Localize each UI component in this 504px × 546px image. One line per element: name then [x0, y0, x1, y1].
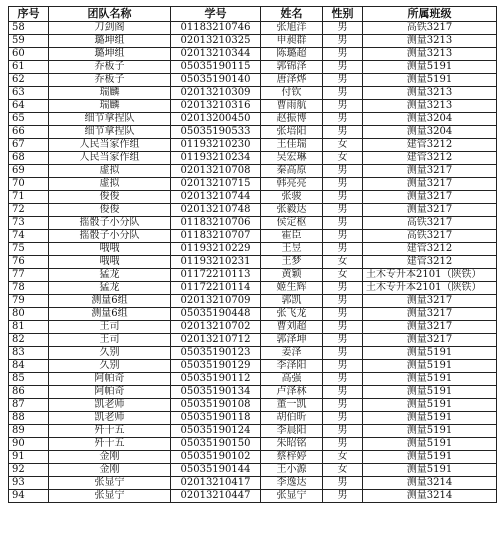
cell-gender: 女 — [323, 269, 363, 282]
table-row — [9, 256, 497, 269]
cell-team-name: 摇骰子小分队 — [49, 217, 171, 230]
cell-student-id: 01193210234 — [171, 152, 261, 165]
table-row — [9, 360, 497, 373]
cell-gender: 女 — [323, 464, 363, 477]
cell-student-id: 02013210702 — [171, 321, 261, 334]
cell-student-id: 01172210114 — [171, 282, 261, 295]
cell-class: 测量3217 — [363, 178, 497, 191]
cell-name: 霍臣 — [261, 230, 323, 243]
cell-gender: 男 — [323, 35, 363, 48]
cell-student-id: 01193210231 — [171, 256, 261, 269]
cell-name: 黄颖 — [261, 269, 323, 282]
cell-index: 58 — [9, 22, 49, 35]
cell-name: 郭凯 — [261, 295, 323, 308]
cell-gender: 男 — [323, 243, 363, 256]
cell-student-id: 02013210316 — [171, 100, 261, 113]
table-row — [9, 191, 497, 204]
table-row — [9, 321, 497, 334]
cell-gender: 男 — [323, 399, 363, 412]
cell-name: 韩亮亮 — [261, 178, 323, 191]
cell-name: 朱昭铭 — [261, 438, 323, 451]
cell-class: 测量3213 — [363, 35, 497, 48]
cell-index: 81 — [9, 321, 49, 334]
cell-index: 90 — [9, 438, 49, 451]
table-row — [9, 477, 497, 490]
cell-name: 侯定枢 — [261, 217, 323, 230]
cell-class: 土木专升本2101（陕铁） — [363, 282, 497, 295]
cell-team-name: 人民当家作组 — [49, 139, 171, 152]
cell-student-id: 02013210325 — [171, 35, 261, 48]
cell-team-name: 歼十五 — [49, 438, 171, 451]
cell-student-id: 05035190150 — [171, 438, 261, 451]
cell-team-name: 金刚 — [49, 464, 171, 477]
cell-name: 王梦 — [261, 256, 323, 269]
cell-index: 79 — [9, 295, 49, 308]
cell-team-name: 王司 — [49, 334, 171, 347]
table-row — [9, 438, 497, 451]
cell-index: 93 — [9, 477, 49, 490]
cell-team-name: 人民当家作组 — [49, 152, 171, 165]
cell-class: 测量5191 — [363, 412, 497, 425]
table-row — [9, 126, 497, 139]
cell-team-name: 久别 — [49, 360, 171, 373]
cell-student-id: 02013210712 — [171, 334, 261, 347]
cell-student-id: 05035190124 — [171, 425, 261, 438]
cell-index: 62 — [9, 74, 49, 87]
cell-student-id: 05035190144 — [171, 464, 261, 477]
cell-gender: 男 — [323, 22, 363, 35]
cell-name: 张毅达 — [261, 204, 323, 217]
cell-name: 董一凯 — [261, 399, 323, 412]
cell-class: 测量5191 — [363, 74, 497, 87]
cell-name: 曹刘超 — [261, 321, 323, 334]
cell-index: 84 — [9, 360, 49, 373]
cell-name: 王小源 — [261, 464, 323, 477]
cell-student-id: 01193210229 — [171, 243, 261, 256]
cell-index: 75 — [9, 243, 49, 256]
table-row — [9, 490, 497, 503]
cell-class: 测量3204 — [363, 126, 497, 139]
cell-name: 蔡梓婷 — [261, 451, 323, 464]
cell-student-id: 02013210715 — [171, 178, 261, 191]
cell-team-name: 金刚 — [49, 451, 171, 464]
cell-gender: 男 — [323, 191, 363, 204]
cell-class: 测量3213 — [363, 100, 497, 113]
cell-index: 88 — [9, 412, 49, 425]
cell-student-id: 02013210709 — [171, 295, 261, 308]
table-row — [9, 35, 497, 48]
cell-student-id: 05035190123 — [171, 347, 261, 360]
cell-name: 姬生辉 — [261, 282, 323, 295]
header-class: 所属班级 — [363, 7, 497, 22]
cell-index: 85 — [9, 373, 49, 386]
cell-index: 68 — [9, 152, 49, 165]
table-row — [9, 308, 497, 321]
cell-index: 69 — [9, 165, 49, 178]
table-row — [9, 425, 497, 438]
cell-gender: 男 — [323, 373, 363, 386]
cell-index: 73 — [9, 217, 49, 230]
cell-team-name: 细节拿捏队 — [49, 126, 171, 139]
cell-index: 82 — [9, 334, 49, 347]
cell-student-id: 02013210447 — [171, 490, 261, 503]
cell-class: 测量3213 — [363, 87, 497, 100]
table-row — [9, 464, 497, 477]
cell-class: 测量5191 — [363, 451, 497, 464]
cell-gender: 女 — [323, 451, 363, 464]
cell-gender: 男 — [323, 204, 363, 217]
cell-gender: 男 — [323, 126, 363, 139]
header-name: 姓名 — [261, 7, 323, 22]
team-roster-table — [8, 6, 497, 503]
cell-team-name: 凯老师 — [49, 412, 171, 425]
cell-gender: 男 — [323, 295, 363, 308]
cell-gender: 男 — [323, 308, 363, 321]
cell-student-id: 02013210309 — [171, 87, 261, 100]
table-row — [9, 113, 497, 126]
cell-student-id: 05035190533 — [171, 126, 261, 139]
table-row — [9, 165, 497, 178]
cell-name: 陈璐超 — [261, 48, 323, 61]
cell-team-name: 阿帕奇 — [49, 373, 171, 386]
cell-class: 测量3217 — [363, 191, 497, 204]
cell-index: 64 — [9, 100, 49, 113]
table-row — [9, 100, 497, 113]
cell-team-name: 测量6组 — [49, 295, 171, 308]
cell-class: 建管3212 — [363, 256, 497, 269]
cell-team-name: 久别 — [49, 347, 171, 360]
cell-team-name: 俊俊 — [49, 191, 171, 204]
cell-team-name: 俊俊 — [49, 204, 171, 217]
table-row — [9, 178, 497, 191]
cell-index: 77 — [9, 269, 49, 282]
cell-student-id: 02013210744 — [171, 191, 261, 204]
cell-gender: 男 — [323, 321, 363, 334]
cell-class: 高铁3217 — [363, 22, 497, 35]
cell-index: 78 — [9, 282, 49, 295]
cell-name: 张飞龙 — [261, 308, 323, 321]
cell-index: 66 — [9, 126, 49, 139]
cell-gender: 女 — [323, 139, 363, 152]
table-row — [9, 74, 497, 87]
cell-name: 郭泽坤 — [261, 334, 323, 347]
table-row — [9, 87, 497, 100]
cell-team-name: 猛龙 — [49, 269, 171, 282]
cell-student-id: 05035190118 — [171, 412, 261, 425]
cell-index: 72 — [9, 204, 49, 217]
cell-student-id: 02013210708 — [171, 165, 261, 178]
cell-name: 吴宏琳 — [261, 152, 323, 165]
table-row — [9, 61, 497, 74]
cell-class: 测量3217 — [363, 165, 497, 178]
cell-gender: 女 — [323, 256, 363, 269]
table-row — [9, 282, 497, 295]
cell-gender: 男 — [323, 217, 363, 230]
cell-team-name: 张显宁 — [49, 477, 171, 490]
table-row — [9, 230, 497, 243]
cell-name: 付钦 — [261, 87, 323, 100]
table-row — [9, 373, 497, 386]
cell-name: 秦高原 — [261, 165, 323, 178]
cell-student-id: 05035190102 — [171, 451, 261, 464]
cell-index: 59 — [9, 35, 49, 48]
cell-class: 测量3213 — [363, 48, 497, 61]
cell-class: 测量5191 — [363, 399, 497, 412]
cell-gender: 男 — [323, 360, 363, 373]
cell-name: 姜泽 — [261, 347, 323, 360]
cell-index: 94 — [9, 490, 49, 503]
cell-student-id: 05035190108 — [171, 399, 261, 412]
table-row — [9, 217, 497, 230]
table-row — [9, 269, 497, 282]
cell-student-id: 01193210230 — [171, 139, 261, 152]
cell-student-id: 01183210707 — [171, 230, 261, 243]
cell-team-name: 璐坤组 — [49, 48, 171, 61]
cell-student-id: 05035190129 — [171, 360, 261, 373]
cell-class: 测量3217 — [363, 204, 497, 217]
cell-class: 测量5191 — [363, 347, 497, 360]
cell-name: 唐泽烨 — [261, 74, 323, 87]
cell-class: 测量3217 — [363, 321, 497, 334]
cell-student-id: 02013210748 — [171, 204, 261, 217]
cell-class: 建管3212 — [363, 139, 497, 152]
cell-name: 李逸达 — [261, 477, 323, 490]
cell-team-name: 乔板子 — [49, 74, 171, 87]
cell-class: 高铁3217 — [363, 217, 497, 230]
cell-team-name: 哦哦 — [49, 243, 171, 256]
cell-class: 测量5191 — [363, 438, 497, 451]
cell-name: 张培阳 — [261, 126, 323, 139]
cell-gender: 男 — [323, 230, 363, 243]
cell-gender: 男 — [323, 490, 363, 503]
cell-team-name: 虚拟 — [49, 165, 171, 178]
cell-gender: 男 — [323, 438, 363, 451]
cell-team-name: 凯老师 — [49, 399, 171, 412]
cell-student-id: 05035190134 — [171, 386, 261, 399]
cell-gender: 男 — [323, 334, 363, 347]
cell-student-id: 01183210746 — [171, 22, 261, 35]
cell-name: 赵振博 — [261, 113, 323, 126]
cell-class: 测量3214 — [363, 477, 497, 490]
table-row — [9, 347, 497, 360]
table-row — [9, 22, 497, 35]
cell-name: 胡伯昕 — [261, 412, 323, 425]
cell-index: 89 — [9, 425, 49, 438]
cell-student-id: 05035190115 — [171, 61, 261, 74]
cell-index: 87 — [9, 399, 49, 412]
cell-index: 67 — [9, 139, 49, 152]
cell-student-id: 01183210706 — [171, 217, 261, 230]
cell-gender: 男 — [323, 386, 363, 399]
table-row — [9, 412, 497, 425]
cell-student-id: 05035190140 — [171, 74, 261, 87]
cell-name: 郭锦泽 — [261, 61, 323, 74]
cell-team-name: 测量6组 — [49, 308, 171, 321]
cell-student-id: 05035190448 — [171, 308, 261, 321]
cell-name: 曹雨航 — [261, 100, 323, 113]
cell-team-name: 王司 — [49, 321, 171, 334]
cell-name: 李泽阳 — [261, 360, 323, 373]
cell-class: 测量3217 — [363, 334, 497, 347]
cell-gender: 男 — [323, 282, 363, 295]
cell-team-name: 哦哦 — [49, 256, 171, 269]
table-row — [9, 295, 497, 308]
table-row — [9, 334, 497, 347]
cell-class: 测量3217 — [363, 308, 497, 321]
cell-class: 测量5191 — [363, 425, 497, 438]
cell-class: 测量3204 — [363, 113, 497, 126]
cell-name: 申昶群 — [261, 35, 323, 48]
cell-class: 建管3212 — [363, 152, 497, 165]
cell-name: 王昱 — [261, 243, 323, 256]
cell-class: 建管3212 — [363, 243, 497, 256]
cell-gender: 女 — [323, 152, 363, 165]
cell-index: 70 — [9, 178, 49, 191]
cell-gender: 男 — [323, 165, 363, 178]
table-row — [9, 399, 497, 412]
cell-index: 63 — [9, 87, 49, 100]
cell-team-name: 瑞麟 — [49, 87, 171, 100]
cell-student-id: 01172210113 — [171, 269, 261, 282]
cell-class: 高铁3217 — [363, 230, 497, 243]
header-student-id: 学号 — [171, 7, 261, 22]
cell-index: 65 — [9, 113, 49, 126]
table-row — [9, 48, 497, 61]
table-row — [9, 451, 497, 464]
cell-team-name: 张显宁 — [49, 490, 171, 503]
cell-index: 74 — [9, 230, 49, 243]
table-row — [9, 139, 497, 152]
cell-class: 测量5191 — [363, 464, 497, 477]
cell-class: 测量5191 — [363, 386, 497, 399]
cell-name: 王佳瑞 — [261, 139, 323, 152]
cell-name: 李晨阳 — [261, 425, 323, 438]
cell-gender: 男 — [323, 61, 363, 74]
header-team-name: 团队名称 — [49, 7, 171, 22]
cell-gender: 男 — [323, 74, 363, 87]
cell-index: 83 — [9, 347, 49, 360]
cell-gender: 男 — [323, 100, 363, 113]
cell-index: 76 — [9, 256, 49, 269]
cell-team-name: 刀剑阁 — [49, 22, 171, 35]
cell-index: 80 — [9, 308, 49, 321]
cell-class: 测量5191 — [363, 61, 497, 74]
cell-gender: 男 — [323, 477, 363, 490]
cell-gender: 男 — [323, 113, 363, 126]
cell-gender: 男 — [323, 48, 363, 61]
cell-index: 91 — [9, 451, 49, 464]
cell-team-name: 虚拟 — [49, 178, 171, 191]
cell-team-name: 细节拿捏队 — [49, 113, 171, 126]
cell-name: 张显宁 — [261, 490, 323, 503]
cell-class: 测量5191 — [363, 373, 497, 386]
cell-name: 卢泽林 — [261, 386, 323, 399]
cell-class: 测量3214 — [363, 490, 497, 503]
cell-gender: 男 — [323, 425, 363, 438]
cell-student-id: 02013210344 — [171, 48, 261, 61]
cell-gender: 男 — [323, 347, 363, 360]
header-index: 序号 — [9, 7, 49, 22]
cell-team-name: 乔板子 — [49, 61, 171, 74]
header-gender: 性别 — [323, 7, 363, 22]
cell-gender: 男 — [323, 178, 363, 191]
cell-class: 土木专升本2101（陕铁） — [363, 269, 497, 282]
cell-gender: 男 — [323, 87, 363, 100]
cell-name: 张骏 — [261, 191, 323, 204]
cell-index: 71 — [9, 191, 49, 204]
table-row — [9, 204, 497, 217]
cell-name: 张旭洋 — [261, 22, 323, 35]
cell-team-name: 歼十五 — [49, 425, 171, 438]
cell-team-name: 阿帕奇 — [49, 386, 171, 399]
cell-class: 测量3217 — [363, 295, 497, 308]
cell-index: 60 — [9, 48, 49, 61]
table-row — [9, 243, 497, 256]
table-row — [9, 386, 497, 399]
cell-index: 92 — [9, 464, 49, 477]
cell-name: 高强 — [261, 373, 323, 386]
table-row — [9, 152, 497, 165]
cell-team-name: 瑞麟 — [49, 100, 171, 113]
cell-student-id: 02013200450 — [171, 113, 261, 126]
cell-index: 61 — [9, 61, 49, 74]
cell-team-name: 猛龙 — [49, 282, 171, 295]
header-row — [9, 7, 497, 22]
cell-team-name: 璐坤组 — [49, 35, 171, 48]
cell-team-name: 摇骰子小分队 — [49, 230, 171, 243]
cell-student-id: 02013210417 — [171, 477, 261, 490]
table-body — [9, 22, 497, 503]
cell-class: 测量5191 — [363, 360, 497, 373]
cell-gender: 男 — [323, 412, 363, 425]
cell-index: 86 — [9, 386, 49, 399]
cell-student-id: 05035190112 — [171, 373, 261, 386]
